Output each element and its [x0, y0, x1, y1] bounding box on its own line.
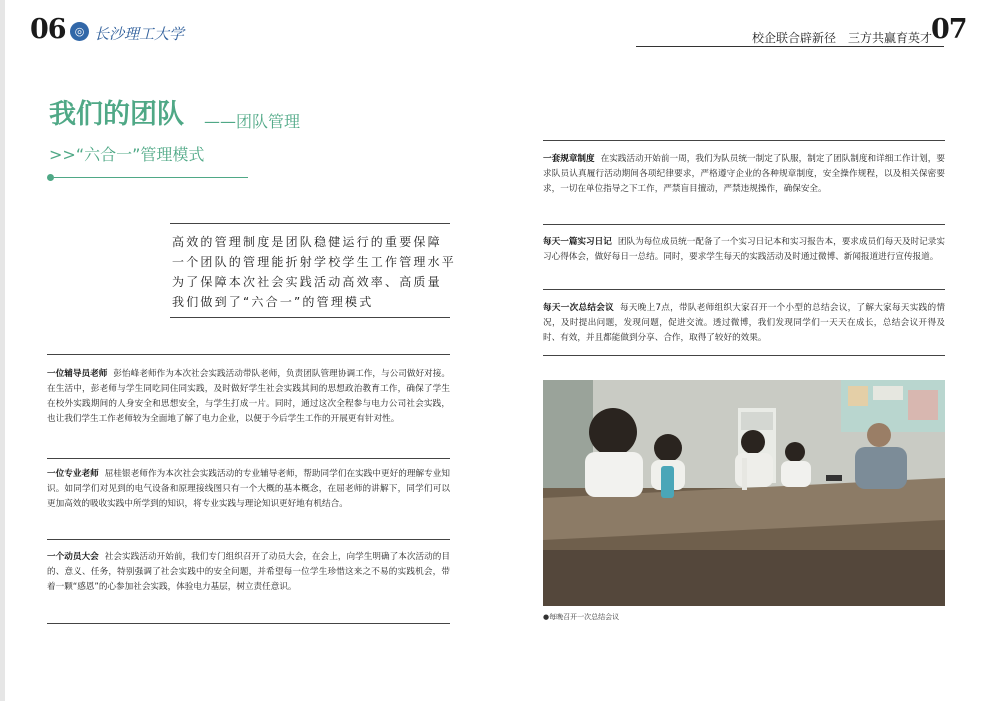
section-rule — [47, 623, 450, 624]
intro-line: 我们做到了“六合一”的管理模式 — [172, 295, 374, 309]
intro-block — [172, 232, 457, 312]
meeting-photo — [543, 380, 945, 606]
section-rule — [543, 224, 945, 225]
left-page-number: 06 — [30, 14, 66, 45]
right-page-number: 07 — [931, 14, 967, 45]
section-counselor — [47, 367, 450, 427]
section-text: 团队为每位成员统一配备了一个实习日记本和实习报告本，要求成员们每天及时记录实习心得体会，做好每日一总结。同时，要求学生每天的实践活动及时通过微博、新闻报道进行宣传报道。 — [543, 237, 945, 262]
section-rule — [543, 289, 945, 290]
section-heading: 每天一篇实习日记 — [543, 237, 612, 247]
section-rule — [543, 355, 945, 356]
section-rule — [543, 140, 945, 141]
section-rule — [47, 539, 450, 540]
section-heading: 一位专业老师 — [47, 469, 99, 479]
header-caption: 校企联合辟新径 三方共赢育英才 — [752, 31, 933, 45]
section-heading: 一个动员大会 — [47, 552, 99, 562]
section-heading: 一套规章制度 — [543, 154, 595, 164]
section-daily-meeting — [543, 301, 945, 346]
section-heading: 每天一次总结会议 — [543, 303, 615, 313]
section-rule — [47, 354, 450, 355]
intro-top-rule — [170, 223, 450, 224]
intro-line: 一个团队的管理能折射学校学生工作管理水平 — [172, 255, 457, 269]
section-professional-teacher — [47, 467, 450, 512]
section-heading: 一位辅导员老师 — [47, 369, 108, 379]
section-text: 屈桂银老师作为本次社会实践活动的专业辅导老师，帮助同学们在实践中更好的理解专业知识。如同学们对见到的电气设备和原理接线图只有一个大概的基本概念，在屈老师的讲解下，同学们可以更加高效的吸收实践中所学到的知识，将专业实践与理论知识更好地有机结合。 — [47, 469, 450, 509]
university-logo-text: 长沙理工大学 — [94, 25, 185, 43]
bullet-dot-icon — [47, 174, 54, 181]
page-edge — [0, 0, 5, 701]
management-mode-heading: >>“六合一”管理模式 — [49, 145, 205, 164]
intro-line: 高效的管理制度是团队稳健运行的重要保障 — [172, 235, 442, 249]
section-subtitle: ——团队管理 — [204, 112, 301, 131]
intro-bottom-rule — [170, 317, 450, 318]
green-divider — [54, 177, 248, 178]
section-regulations — [543, 152, 945, 197]
meeting-photo-illustration — [543, 380, 945, 606]
section-text: 每天晚上7点，带队老师组织大家召开一个小型的总结会议，了解大家每天实践的情况，及时提出问题，发现问题，促进交流。透过微博，我们发现同学们一天天在成长，总结会议开得及时、有效，并且都能做到分享、合作，取得了较好的效果。 — [543, 303, 945, 343]
section-text: 社会实践活动开始前，我们专门组织召开了动员大会，在会上，向学生明确了本次活动的目的、意义、任务，特别强调了社会实践中的安全问题，并希望每一位学生珍惜这来之不易的实践机会，带着一颗“感恩”的心参加社会实践，体验电力基层，树立责任意识。 — [47, 552, 450, 592]
intro-line: 为了保障本次社会实践活动高效率、高质量 — [172, 275, 442, 289]
section-daily-diary — [543, 235, 945, 265]
university-emblem-icon: ◎ — [70, 22, 89, 41]
section-text: 彭怡峰老师作为本次社会实践活动带队老师，负责团队管理协调工作，与公司做好对接。在生活中，彭老师与学生同吃同住同实践，及时做好学生社会实践其间的思想政治教育工作，确保了学生在校外实践期间的人身安全和思想安全，与学生打成一片。同时，通过这次全程参与电力公司社会实践，也让我们学生工作老师较为全面地了解了电力企业，以便于今后学生工作的开展更有针对性。 — [47, 369, 450, 424]
section-text: 在实践活动开始前一周，我们为队员统一制定了队服，制定了团队制度和详细工作计划，要求队员认真履行活动期间各项纪律要求，严格遵守企业的各种规章制度，安全操作规程，以及相关保密要求，一切在单位指导之下工作，严禁盲目擅动，严禁违规操作，确保安全。 — [543, 154, 945, 194]
photo-caption: ●每晚召开一次总结会议 — [543, 613, 620, 621]
section-title: 我们的团队 — [49, 99, 184, 130]
section-mobilization-meeting — [47, 550, 450, 595]
section-rule — [47, 458, 450, 459]
header-rule — [636, 46, 944, 47]
